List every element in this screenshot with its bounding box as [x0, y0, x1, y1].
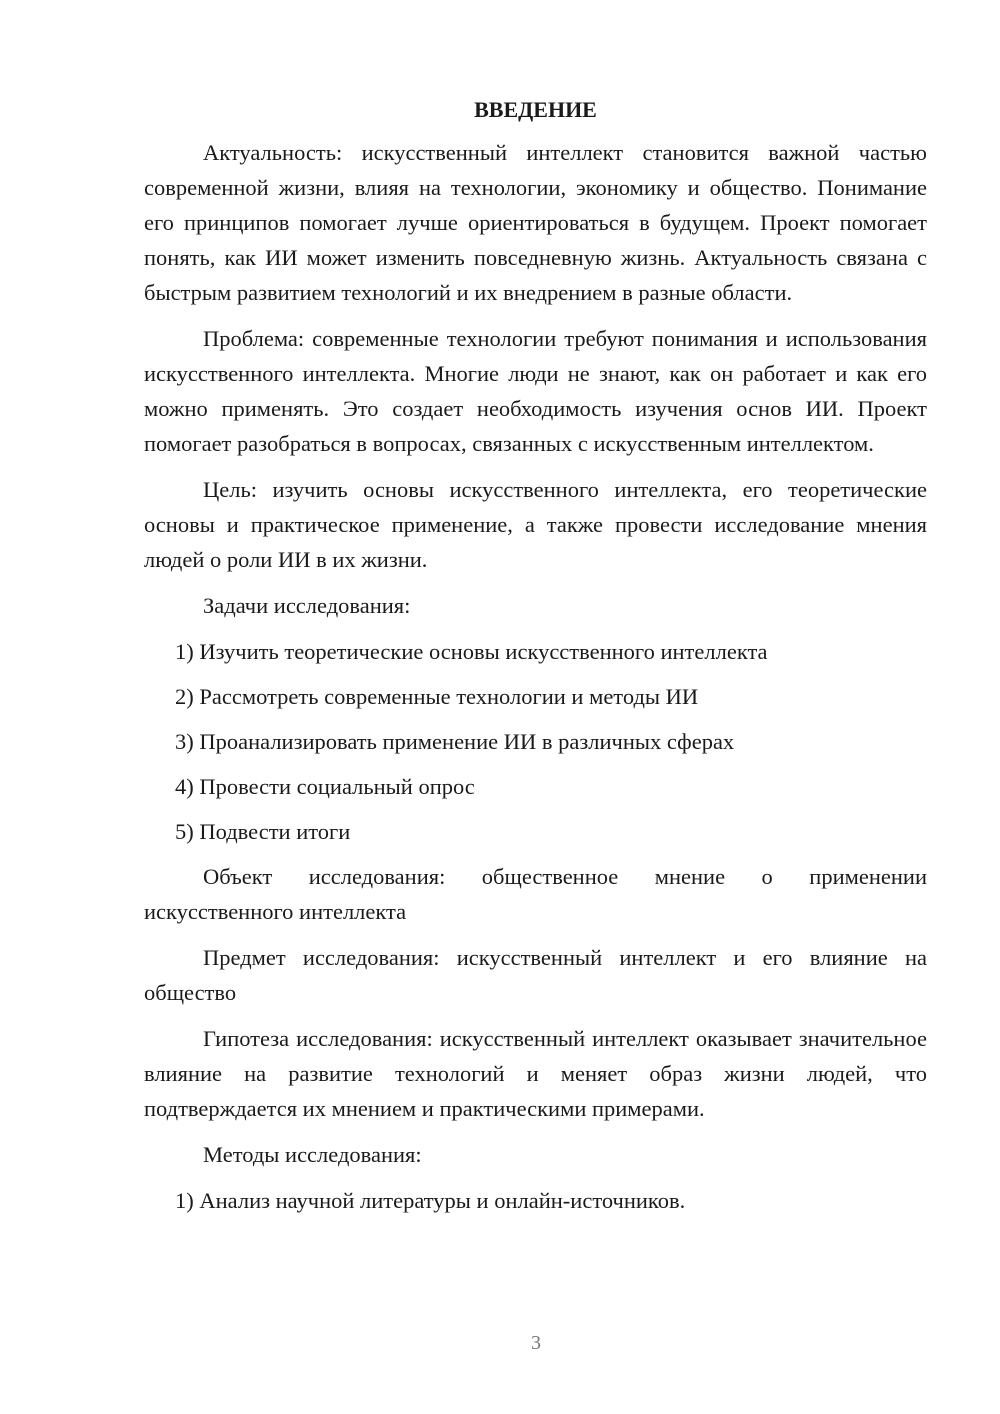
tasks-list: [144, 634, 927, 849]
list-item: 3) Проанализировать применение ИИ в различных сферах: [175, 729, 735, 754]
tasks-heading: Задачи исследования:: [203, 593, 411, 618]
paragraph-problem: Проблема: современные технологии требуют понимания и использования искусственного интеллекта. Многие люди не знают, как он работает и как его можно применять. Это создает необходимость изучения основ ИИ. Проект помогает разобраться в вопросах, связанных с искусственным интеллектом.: [144, 326, 927, 456]
paragraph-goal: Цель: изучить основы искусственного интеллекта, его теоретические основы и практическое применение, а также провести исследование мнения людей о роли ИИ в их жизни.: [144, 477, 927, 572]
paragraph-object: Объект исследования: общественное мнение о применении искусственного интеллекта: [144, 864, 927, 924]
list-item: 1) Анализ научной литературы и онлайн-источников.: [175, 1188, 686, 1213]
paragraph-hypothesis: Гипотеза исследования: искусственный интеллект оказывает значительное влияние на развитие технологий и меняет образ жизни людей, что подтверждается их мнением и практическими примерами.: [144, 1026, 927, 1121]
page-content: [144, 91, 927, 1228]
methods-list: [144, 1183, 927, 1218]
list-item: 5) Подвести итоги: [175, 819, 351, 844]
list-item: 1) Изучить теоретические основы искусственного интеллекта: [175, 639, 768, 664]
list-item: 4) Провести социальный опрос: [175, 774, 475, 799]
list-item: 2) Рассмотреть современные технологии и методы ИИ: [175, 684, 699, 709]
methods-heading: Методы исследования:: [203, 1142, 422, 1167]
page-title: ВВЕДЕНИЕ: [474, 97, 597, 122]
page-number: 3: [531, 1332, 541, 1354]
paragraph-subject: Предмет исследования: искусственный интеллект и его влияние на общество: [144, 945, 927, 1005]
paragraph-relevance: Актуальность: искусственный интеллект становится важной частью современной жизни, влияя на технологии, экономику и общество. Понимание его принципов помогает лучше ориентироваться в будущем. Проект помогает понять, как ИИ может изменить повседневную жизнь. Актуальность связана с быстрым развитием технологий и их внедрением в разные области.: [144, 140, 927, 305]
